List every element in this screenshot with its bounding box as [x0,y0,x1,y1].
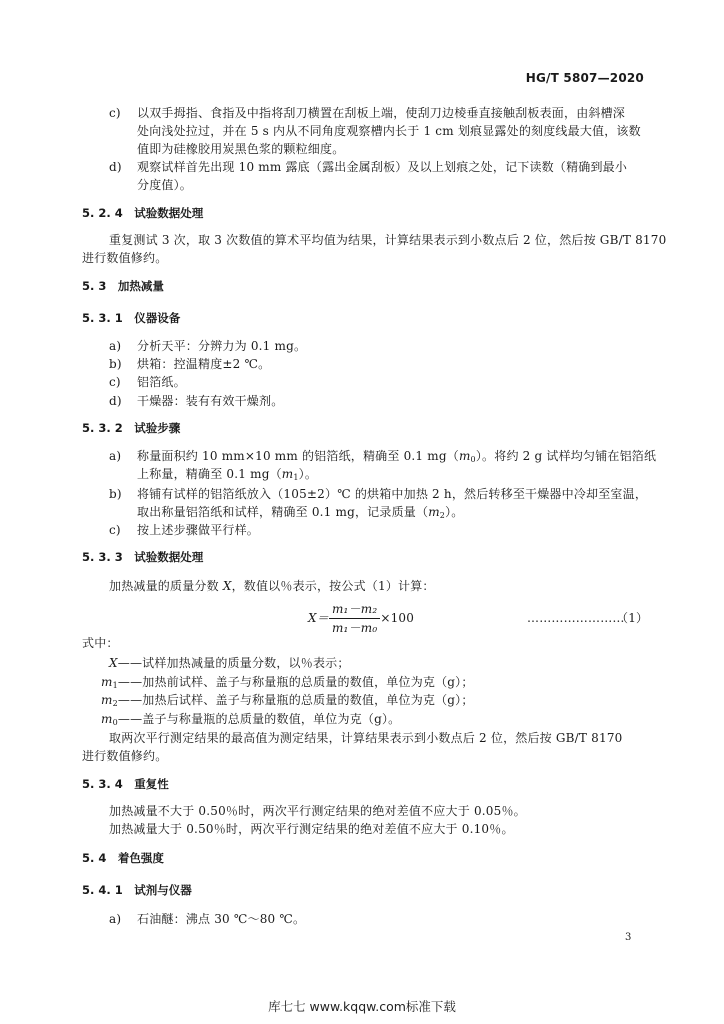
list-marker: d) [109,394,122,408]
paragraph-line: 分度值）。 [137,178,193,192]
list-item: 分析天平：分辨力为 0.1 mg。 [137,339,307,353]
list-item: 按上述步骤做平行样。 [137,523,260,537]
list-marker: a) [109,912,122,926]
formula-multiplier: ×100 [380,611,415,625]
list-item: 干燥器：装有有效干燥剂。 [137,394,284,408]
variable-definition: X——试样加热减量的质量分数，以％表示； [109,656,350,670]
paragraph-line: 处向浅处拉过，并在 5 s 内从不同角度观察槽内长于 1 cm 划痕显露处的刻度线最大值，该数 [137,124,641,138]
paragraph-line: 以双手拇指、食指及中指将刮刀横置在刮板上端，使刮刀边棱垂直接触刮板表面，由斜槽深 [137,106,626,120]
paragraph-line: 加热减量的质量分数 X，数值以％表示，按公式（1）计算： [109,579,435,593]
paragraph-line: 取两次平行测定结果的最高值为测定结果，计算结果表示到小数点后 2 位，然后按 GB/T 8170 [109,731,623,745]
list-marker: c) [109,523,121,537]
paragraph-line: 值即为硅橡胶用炭黑色浆的颗粒细度。 [137,142,345,156]
formula-lhs: X＝ [308,611,329,625]
formula-denominator: m₁－m₀ [331,620,378,635]
variable-definition: $m_2——$加热后试样、盖子与称量瓶的总质量的数值，单位为克（g）； [101,693,474,708]
formula-numerator: m₁－m₂ [329,601,380,619]
section-heading: 5. 3 加热减量 [82,279,164,293]
variable-definition: $m_0——$盖子与称量瓶的总质量的数值，单位为克（g）。 [101,712,401,727]
section-heading: 5. 2. 4 试验数据处理 [82,206,204,220]
formula [308,598,414,638]
paragraph-line: 进行数值修约。 [82,251,168,265]
paragraph-line: 上称量，精确至 0.1 $mg(m_1)$。 [137,467,318,482]
paragraph-line: 取出称量铝箔纸和试样，精确至 0.1 mg，记录质量$(m_2)$。 [137,505,464,520]
section-heading: 5. 4 着色强度 [82,851,164,865]
equation-number: （1） [616,611,649,625]
list-marker: a) [109,449,122,463]
page-number: 3 [625,932,632,943]
list-marker: a) [109,339,122,353]
paragraph-line: 重复测试 3 次，取 3 次数值的算术平均值为结果，计算结果表示到小数点后 2 位，然后按 GB/T 8170 [109,233,667,247]
section-heading: 5. 3. 2 试验步骤 [82,421,181,435]
section-heading: 5. 3. 1 仪器设备 [82,311,181,325]
formula-fraction [329,601,380,636]
watermark-footer: 库七七 www.kqqw.com标准下载 [268,999,456,1014]
list-marker: c) [109,375,121,389]
section-heading: 5. 3. 4 重复性 [82,777,169,791]
paragraph-line: 将铺有试样的铝箔纸放入（105±2）℃ 的烘箱中加热 2 h，然后转移至干燥器中冷却至室温， [137,487,648,501]
list-item: 石油醚：沸点 30 ℃～80 ℃。 [137,912,306,926]
variable-definition: $m_1——$加热前试样、盖子与称量瓶的总质量的数值，单位为克（g）； [101,675,474,690]
list-marker: d) [109,160,122,174]
where-label: 式中： [82,636,119,650]
list-marker: c) [109,106,121,120]
list-item: 铝箔纸。 [137,375,186,389]
list-item: 烘箱：控温精度±2 ℃。 [137,357,271,371]
paragraph-line: 加热减量大于 0.50％时，两次平行测定结果的绝对差值不应大于 0.10％。 [109,822,514,836]
paragraph-line: 观察试样首先出现 10 mm 露底（露出金属刮板）及以上划痕之处，记下读数（精确到最小 [137,160,628,174]
paragraph-line: 称量面积约 10 mm×10 mm 的铝箔纸，精确至 0.1 $mg(m_0)$。将约 2 g 试样均匀铺在铝箔纸 [137,449,657,464]
section-heading: 5. 3. 3 试验数据处理 [82,550,204,564]
paragraph-line: 进行数值修约。 [82,749,168,763]
paragraph-line: 加热减量不大于 0.50％时，两次平行测定结果的绝对差值不应大于 0.05％。 [109,804,526,818]
section-heading: 5. 4. 1 试剂与仪器 [82,883,192,897]
list-marker: b) [109,487,122,501]
standard-number: HG/T 5807—2020 [525,71,644,85]
list-marker: b) [109,357,122,371]
formula-leader-dots: …………………… [527,611,625,625]
